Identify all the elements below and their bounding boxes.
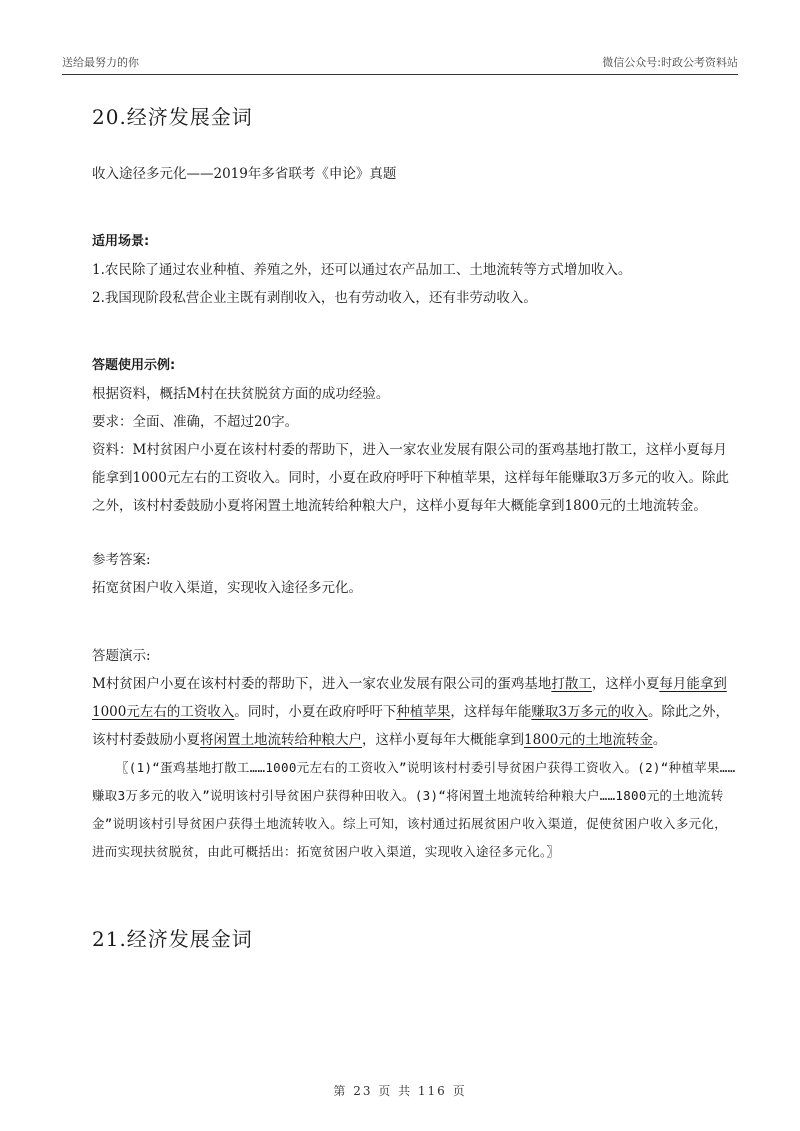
- section-21-title: 21.经济发展金词: [92, 927, 253, 951]
- demo-text: ，这样每年能: [450, 704, 532, 720]
- demo-underline: 赚取3万多元的收入: [531, 704, 648, 720]
- demo-text: ，这样小夏: [591, 676, 660, 692]
- page-number: 第 23 页 共 116 页: [333, 1084, 467, 1098]
- material-text: 资料：M村贫困户小夏在该村村委的帮助下，进入一家农业发展有限公司的蛋鸡基地打散工，这样小夏每月能拿到1000元左右的工资收入。同时，小夏在政府呼吁下种植苹果，这样每年能赚取3万多元的收入。除此之外，该村村委鼓励小夏将闲置土地流转给种粮大户，这样小夏每年大概能拿到1800元的土地流转金。: [92, 442, 729, 514]
- demo-paragraph: [92, 670, 738, 754]
- demo-text: ，这样小夏每年大概能拿到: [362, 732, 524, 748]
- demo-text: 。: [652, 732, 667, 748]
- section-20-subtitle: 收入途径多元化——2019年多省联考《申论》真题: [92, 166, 397, 182]
- header-left-text: 送给最努力的你: [62, 56, 139, 69]
- demo-underline: 每月能拿到1000元左右的工资收入: [92, 676, 727, 720]
- demo-underline: 打散工: [551, 676, 592, 692]
- page-content: [92, 100, 738, 956]
- demo-text: 。同时，小夏在政府呼吁下: [234, 704, 397, 720]
- demo-text: 。除此之外，该村村委鼓励小夏: [92, 704, 729, 748]
- page-header: [62, 54, 738, 72]
- section-20-title: 20.经济发展金词: [92, 105, 253, 129]
- demo-underline: 种植苹果: [396, 704, 451, 720]
- demo-text: M村贫困户小夏在该村村委的帮助下，进入一家农业发展有限公司的蛋鸡基地: [92, 676, 552, 692]
- scene-item-1: 1.农民除了通过农业种植、养殖之外，还可以通过农产品加工、土地流转等方式增加收入。: [92, 262, 632, 278]
- header-divider: [62, 74, 738, 75]
- example-heading: 答题使用示例:: [92, 358, 176, 373]
- scene-heading: 适用场景:: [92, 234, 150, 249]
- answer-heading: 参考答案:: [92, 552, 151, 568]
- explanation-text: 〖(1)“蛋鸡基地打散工……1000元左右的工资收入”说明该村村委引导贫困户获得工资收入。(2)“种植苹果……赚取3万多元的收入”说明该村引导贫困户获得种田收入。(3)“将闲置土地流转给种粮大户……1800元的土地流转金”说明该村引导贫困户获得土地流转收入。综上可知，该村通过拓展贫困户收入渠道，促使贫困户收入多元化，进而实现扶贫脱贫，由此可概括出：拓宽贫困户收入渠道，实现收入途径多元化。〗: [92, 760, 736, 859]
- scene-item-2: 2.我国现阶段私营企业主既有剥削收入，也有劳动收入，还有非劳动收入。: [92, 290, 537, 306]
- answer-text: 拓宽贫困户收入渠道，实现收入途径多元化。: [92, 580, 362, 596]
- demo-heading: 答题演示:: [92, 648, 151, 664]
- header-right-text: 微信公众号:时政公考资料站: [602, 56, 738, 69]
- question-text: 根据资料，概括M村在扶贫脱贫方面的成功经验。: [92, 386, 390, 402]
- demo-underline: 将闲置土地流转给种粮大户: [200, 732, 362, 748]
- requirement-text: 要求：全面、准确，不超过20字。: [92, 414, 299, 430]
- demo-underline: 1800元的土地流转金: [524, 732, 653, 748]
